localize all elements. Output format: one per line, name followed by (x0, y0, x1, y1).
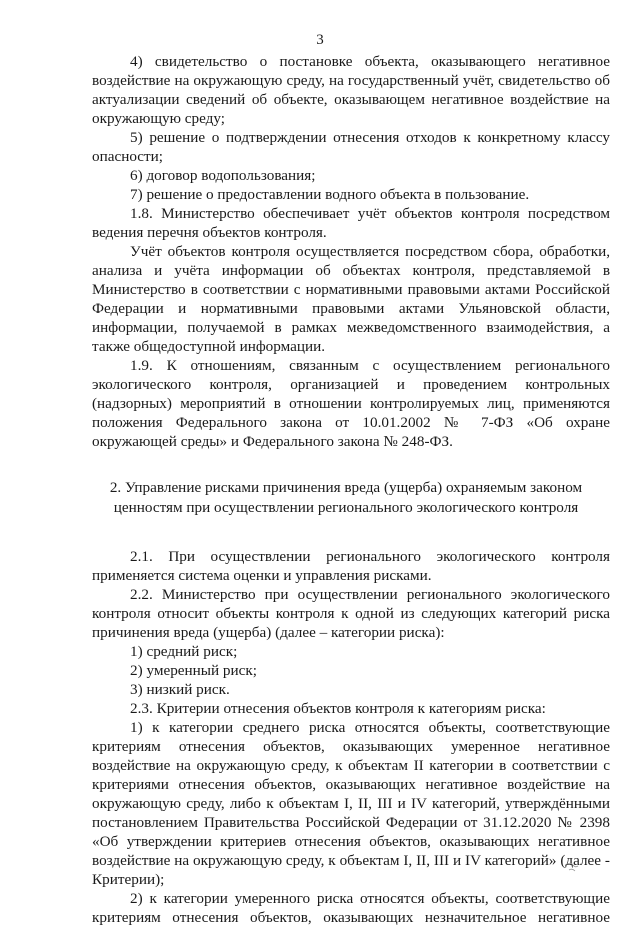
paragraph: 5) решение о подтверждении отнесения отходов к конкретному классу опасности; (92, 129, 610, 165)
paragraph: 6) договор водопользования; (130, 167, 316, 184)
list-item: 1) средний риск; (130, 643, 238, 660)
paragraph: 2.3. Критерии отнесения объектов контроля к категориям риска: (130, 700, 546, 717)
paragraph: 1.9. К отношениям, связанным с осуществлением регионального экологического контроля, организацией и проведением контрольных (надзорных) мероприятий в отношении контролируемых лиц, применяются положения Федерального закона от 10.01.2002 № 7-ФЗ «Об охране окружающей среды» и Федерального закона № 248-ФЗ. (92, 357, 610, 450)
paragraph: 1.8. Министерство обеспечивает учёт объектов контроля посредством ведения перечня объектов контроля. (92, 205, 610, 241)
section-heading-line: ценностям при осуществлении регионального экологического контроля (113, 498, 579, 516)
paragraph: 4) свидетельство о постановке объекта, оказывающего негативное воздействие на окружающую среду, на государственный учёт, свидетельство об актуализации сведений об объекте, оказывающем негативное воздействие на окружающую среду; (92, 53, 610, 127)
spacer (92, 517, 610, 547)
paragraph: 2.1. При осуществлении регионального экологического контроля применяется система оценки и управления рисками. (92, 548, 610, 584)
section-heading-line: 2. Управление рисками причинения вреда (ущерба) охраняемым законом (109, 479, 583, 496)
document-body (92, 52, 610, 927)
list-item: 2) умеренный риск; (130, 662, 257, 679)
page-number: 3 (316, 32, 324, 48)
spacer (92, 451, 610, 478)
paragraph: 2.2. Министерство при осуществлении регионального экологического контроля относит объекты контроля к одной из следующих категорий риска причинения вреда (ущерба) (далее – категории риска): (92, 586, 610, 641)
paragraph: 1) к категории среднего риска относятся объекты, соответствующие критериям отнесения объектов, оказывающих умеренное негативное воздействие на окружающую среду, к объектам II категории в соответствии с критериями отнесения объектов, оказывающих негативное воздействие на окружающую среду, либо к объектам I, II, III и IV категорий, утверждёнными постановлением Правительства Российской Федерации от 31.12.2020 № 2398 «Об утверждении критериев отнесения объектов, оказывающих негативное воздействие на окружающую среду, к объектам I, II, III и IV категорий» (далее - Критерии); (92, 719, 610, 888)
paragraph: 7) решение о предоставлении водного объекта в пользование. (130, 186, 530, 203)
pen-mark-icon (566, 860, 580, 874)
paragraph: Учёт объектов контроля осуществляется посредством сбора, обработки, анализа и учёта информации об объектах контроля, представляемой в Министерство в соответствии с нормативными правовыми актами Российской Федерации и нормативными правовыми актами Ульяновской области, информации, получаемой в рамках межведомственного взаимодействия, а также общедоступной информации. (92, 243, 610, 355)
paragraph: 2) к категории умеренного риска относятся объекты, соответствующие критериям отнесения объектов, оказывающих незначительное негативное (92, 890, 610, 926)
list-item: 3) низкий риск. (130, 681, 230, 698)
